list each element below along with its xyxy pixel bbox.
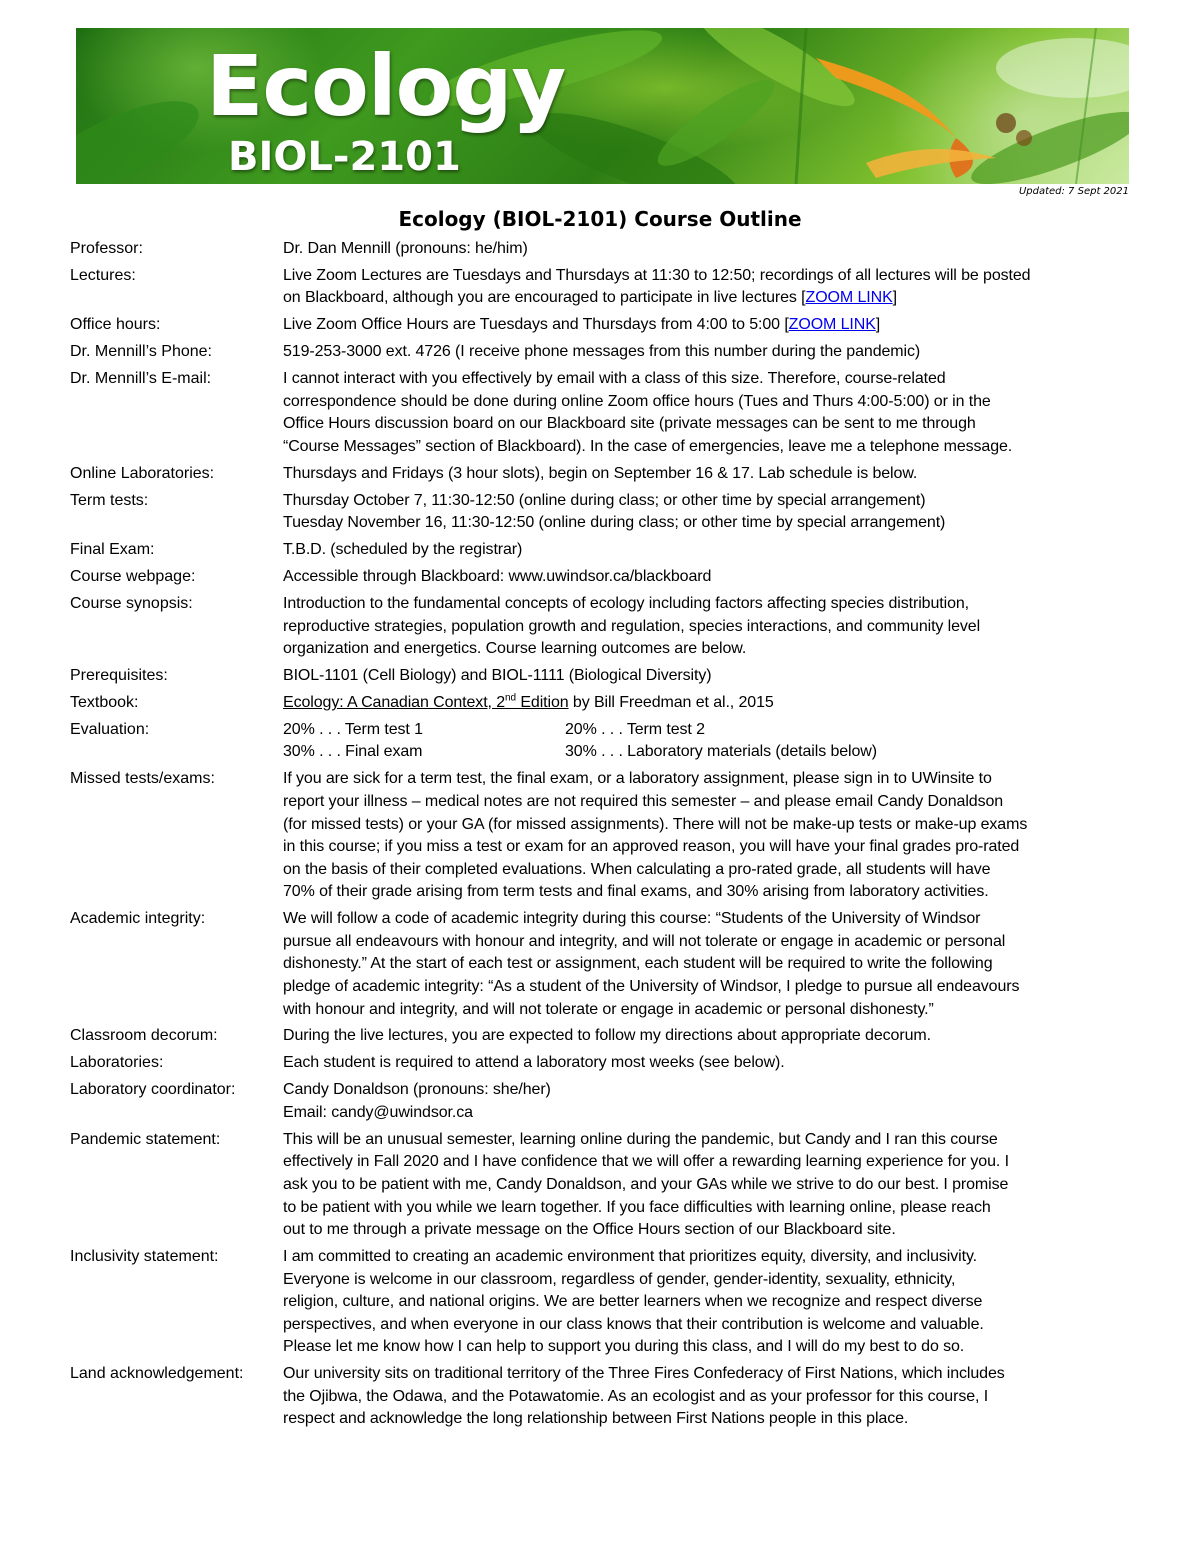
updated-date: Updated: 7 Sept 2021 [1018,186,1129,197]
inclusivity-value [283,1246,1132,1359]
synopsis-value [283,593,1132,661]
evaluation-value [283,719,1132,764]
bracket-close: ] [892,289,897,307]
row-academic-integrity [70,908,1132,1021]
decorum-value: During the live lectures, you are expected to follow my directions about appropriate decorum. [283,1027,931,1045]
pandemic-value [283,1129,1132,1242]
prerequisites-value: BIOL-1101 (Cell Biology) and BIOL-1111 (Biological Diversity) [283,667,712,685]
term-test-line: Tuesday November 16, 11:30-12:50 (online during class; or other time by special arrangement) [283,514,946,532]
lab-coordinator-label: Laboratory coordinator: [70,1081,236,1099]
office-hours-text: Live Zoom Office Hours are Tuesdays and Thursdays from 4:00 to 5:00 [283,316,785,334]
integrity-line: pledge of academic integrity: “As a student of the University of Windsor, I pledge to pursue all endeavours [283,977,1020,995]
evaluation-line [283,741,1132,764]
webpage-label: Course webpage: [70,568,196,586]
pandemic-line: effectively in Fall 2020 and I have confidence that we will offer a rewarding learning experience for you. I [283,1153,1009,1171]
row-land-acknowledgement [70,1363,1132,1431]
phone-value: 519-253-3000 ext. 4726 (I receive phone messages from this number during the pandemic) [283,343,921,361]
row-textbook [70,692,1132,715]
email-line: “Course Messages” section of Blackboard). In the case of emergencies, leave me a telephone message. [283,437,1013,455]
evaluation-item: 20% . . . Term test 1 [283,720,423,738]
inclusivity-line: Please let me know how I can help to support you during this class, and I will do my best to do so. [283,1338,965,1356]
decorum-label: Classroom decorum: [70,1027,218,1045]
banner-title: Ecology [206,37,566,135]
evaluation-item: 30% . . . Laboratory materials (details below) [565,743,877,761]
professor-label: Professor: [70,240,143,257]
pandemic-line: ask you to be patient with me, Candy Donaldson, and your GAs while we strive to do our best. I promise [283,1175,1009,1193]
row-online-labs [70,463,1132,486]
row-professor [70,238,1132,261]
integrity-line: pursue all endeavours with honour and integrity, and will not tolerate or engage in academic or personal [283,932,1006,950]
lectures-line [283,287,1132,310]
integrity-line: dishonesty.” At the start of each test or assignment, each student will be required to write the following [283,955,993,973]
inclusivity-line: perspectives, and when everyone in our class knows that their contribution is welcome and valuable. [283,1315,984,1333]
land-label: Land acknowledgement: [70,1365,244,1383]
course-info-table [70,238,1132,1431]
row-webpage [70,566,1132,589]
banner-course-code: BIOL-2101 [228,134,461,180]
textbook-title [283,694,569,711]
row-pandemic-statement [70,1129,1132,1242]
evaluation-item: 20% . . . Term test 2 [565,720,705,738]
integrity-line: with honour and integrity, and will not tolerate or engage in academic or personal dishonesty.” [283,1000,934,1018]
bracket-open: [ [801,289,806,307]
textbook-value [283,692,1132,715]
evaluation-line [283,719,1132,742]
missed-line: (for missed tests) or your GA (for missed assignments). There will not be make-up tests or make-up exams [283,815,1028,833]
evaluation-item: 30% . . . Final exam [283,743,423,761]
row-synopsis [70,593,1132,661]
pandemic-label: Pandemic statement: [70,1130,221,1148]
textbook-edition-sup: nd [505,692,516,704]
missed-value [283,768,1132,904]
row-inclusivity-statement [70,1246,1132,1359]
email-value [283,368,1132,458]
lab-coordinator-line: Email: candy@uwindsor.ca [283,1103,473,1121]
lectures-value [283,265,1132,310]
textbook-title-a: Ecology: A Canadian Context, 2 [283,693,506,711]
bracket-close: ] [875,316,881,334]
lab-coordinator-line: Candy Donaldson (pronouns: she/her) [283,1081,551,1099]
row-email [70,368,1132,458]
missed-line: report your illness – medical notes are not required this semester – and please email Candy Donaldson [283,792,1004,810]
row-office-hours [70,314,1132,337]
row-evaluation [70,719,1132,764]
row-final-exam [70,539,1132,562]
term-tests-value [283,490,1132,535]
online-labs-value: Thursdays and Fridays (3 hour slots), begin on September 16 & 17. Lab schedule is below. [283,464,918,482]
row-lab-coordinator [70,1079,1132,1124]
laboratories-label: Laboratories: [70,1054,164,1072]
pandemic-line: out to me through a private message on the Office Hours section of our Blackboard site. [283,1221,896,1239]
inclusivity-line: Everyone is welcome in our classroom, regardless of gender, gender-identity, sexuality, ethnicity, [283,1270,956,1288]
land-line: the Ojibwa, the Odawa, and the Potawatomie. As an ecologist and as your professor for this course, I [283,1387,989,1405]
missed-line: on the basis of their completed evaluations. When calculating a pro-rated grade, all students will have [283,860,991,878]
row-missed-tests [70,768,1132,904]
final-exam-label: Final Exam: [70,541,155,559]
missed-label: Missed tests/exams: [70,770,215,788]
integrity-label: Academic integrity: [70,910,206,928]
phone-label: Dr. Mennill’s Phone: [70,343,212,361]
synopsis-line: Introduction to the fundamental concepts of ecology including factors affecting species distribution, [283,594,970,612]
synopsis-line: reproductive strategies, population growth and regulation, species interactions, and community level [283,617,981,635]
term-tests-label: Term tests: [70,491,149,509]
textbook-title-b: Edition [515,693,569,711]
laboratories-value: Each student is required to attend a laboratory most weeks (see below). [283,1054,785,1072]
lectures-line: Live Zoom Lectures are Tuesdays and Thursdays at 11:30 to 12:50; recordings of all lectures will be posted [283,266,1031,284]
land-value [283,1363,1132,1431]
email-line: Office Hours discussion board on our Blackboard site (private messages can be sent to me through [283,415,976,433]
textbook-label: Textbook: [70,693,139,711]
webpage-value: Accessible through Blackboard: www.uwindsor.ca/blackboard [283,568,712,586]
lectures-label: Lectures: [70,266,136,284]
office-hours-zoom-link[interactable]: ZOOM LINK [788,316,876,334]
land-line: Our university sits on traditional territory of the Three Fires Confederacy of First Nations, which includes [283,1365,1005,1383]
pandemic-line: to be patient with you while we learn together. If you face difficulties with learning online, please reach [283,1198,991,1216]
pandemic-line: This will be an unusual semester, learning online during the pandemic, but Candy and I ran this course [283,1130,998,1148]
course-banner [76,28,1129,184]
page-title: Ecology (BIOL-2101) Course Outline [398,207,802,231]
synopsis-line: organization and energetics. Course learning outcomes are below. [283,640,747,658]
missed-line: in this course; if you miss a test or exam for an approved reason, you will have your final grades pro-rated [283,838,1020,856]
lectures-zoom-link[interactable]: ZOOM LINK [805,289,893,307]
prerequisites-label: Prerequisites: [70,667,168,685]
evaluation-label: Evaluation: [70,720,150,738]
lab-coordinator-value [283,1079,1132,1124]
land-line: respect and acknowledge the long relationship between First Nations people in this place. [283,1410,909,1428]
row-lectures [70,265,1132,310]
lectures-line-text: on Blackboard, although you are encouraged to participate in live lectures [283,289,802,307]
textbook-author: by Bill Freedman et al., 2015 [568,693,774,711]
row-term-tests [70,490,1132,535]
bracket-open: [ [784,316,789,334]
missed-line: If you are sick for a term test, the final exam, or a laboratory assignment, please sign in to UWinsite to [283,770,992,788]
inclusivity-line: religion, culture, and national origins. We are better learners when we recognize and respect diverse [283,1293,983,1311]
term-test-line: Thursday October 7, 11:30-12:50 (online during class; or other time by special arrangement) [283,491,926,509]
missed-line: 70% of their grade arising from term tests and final exams, and 30% arising from laboratory activities. [283,883,989,901]
email-line: correspondence should be done during online Zoom office hours (Tues and Thurs 4:00-5:00) or in the [283,392,991,410]
row-phone [70,341,1132,364]
office-hours-value [283,314,1132,337]
synopsis-label: Course synopsis: [70,594,193,612]
inclusivity-line: I am committed to creating an academic environment that prioritizes equity, diversity, and inclusivity. [283,1247,977,1265]
inclusivity-label: Inclusivity statement: [70,1247,219,1265]
final-exam-value: T.B.D. (scheduled by the registrar) [283,541,523,559]
integrity-value [283,908,1132,1021]
office-hours-label: Office hours: [70,316,161,334]
professor-value: Dr. Dan Mennill (pronouns: he/him) [283,240,528,257]
row-decorum [70,1025,1132,1048]
integrity-line: We will follow a code of academic integrity during this course: “Students of the University of Windsor [283,910,981,928]
email-label: Dr. Mennill’s E-mail: [70,370,212,388]
row-prerequisites [70,665,1132,688]
email-line: I cannot interact with you effectively by email with a class of this size. Therefore, course-related [283,370,946,388]
online-labs-label: Online Laboratories: [70,464,215,482]
row-laboratories [70,1052,1132,1075]
